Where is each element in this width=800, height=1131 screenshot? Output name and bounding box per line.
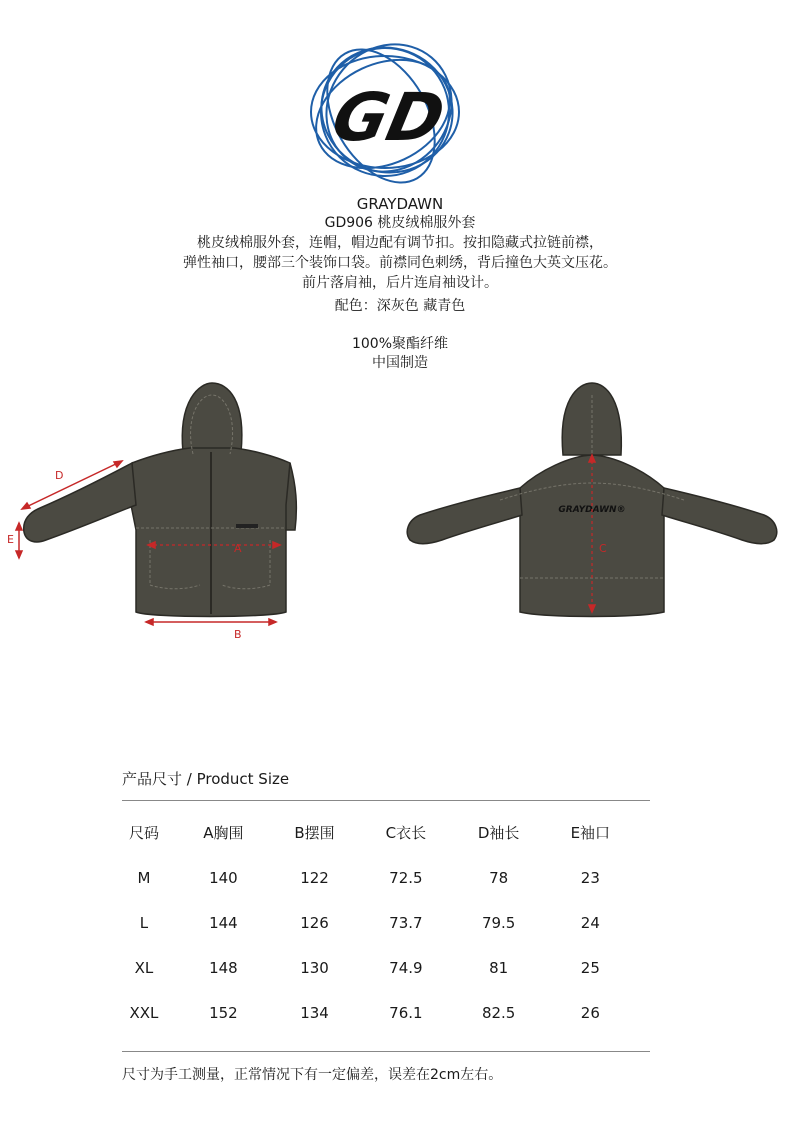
- divider: [122, 800, 650, 801]
- measure-label-b: B: [234, 628, 242, 641]
- cell: 152: [209, 1003, 238, 1022]
- cell: 148: [209, 958, 238, 977]
- measurement-note: 尺寸为手工测量，正常情况下有一定偏差，误差在2cm左右。: [122, 1067, 503, 1083]
- cell: 130: [300, 958, 329, 977]
- header-chest: A胸围: [203, 824, 244, 842]
- jacket-illustration: [0, 370, 800, 660]
- header-hem: B摆围: [294, 824, 335, 842]
- logo-text: GD: [325, 78, 452, 156]
- cell: 76.1: [389, 1003, 423, 1022]
- measure-label-e: E: [7, 533, 14, 546]
- cell: XL: [134, 958, 154, 977]
- cell: 122: [300, 868, 329, 887]
- measure-label-c: C: [599, 542, 607, 555]
- cell: M: [137, 868, 151, 887]
- brand-name: GRAYDAWN: [356, 195, 444, 213]
- cell: 74.9: [389, 958, 423, 977]
- cell: 79.5: [481, 913, 516, 932]
- cell: 26: [580, 1003, 600, 1022]
- table-row: [110, 945, 635, 990]
- header-size: 尺码: [128, 824, 159, 842]
- cell: 144: [209, 913, 238, 932]
- jacket-front: [24, 383, 297, 617]
- back-print-text: GRAYDAWN®: [558, 505, 626, 515]
- cell: 78: [489, 868, 509, 887]
- header-length: C衣长: [385, 824, 427, 842]
- description-line: 前片落肩袖，后片连肩袖设计。: [302, 275, 498, 291]
- cell: 81: [489, 958, 509, 977]
- cell: 23: [580, 868, 600, 887]
- measure-label-d: D: [55, 469, 64, 482]
- table-header-row: [110, 810, 635, 855]
- cell: 25: [580, 958, 600, 977]
- cell: L: [139, 913, 149, 932]
- header-sleeve: D袖长: [477, 824, 520, 842]
- cell: 24: [580, 913, 600, 932]
- cell: 72.5: [389, 868, 423, 887]
- cell: 134: [300, 1003, 329, 1022]
- cell: 140: [209, 868, 238, 887]
- cell: 126: [300, 913, 329, 932]
- material: 100%聚酯纤维: [351, 336, 449, 352]
- product-description: [0, 233, 800, 293]
- cell: 82.5: [481, 1003, 516, 1022]
- graydawn-logo: [305, 40, 465, 190]
- table-row: [110, 855, 635, 900]
- measure-label-a: A: [234, 542, 242, 555]
- divider: [122, 1051, 650, 1052]
- header-cuff: E袖口: [570, 824, 611, 842]
- size-table-title: 产品尺寸 / Product Size: [122, 770, 290, 788]
- cell: 73.7: [389, 913, 423, 932]
- cell: XXL: [129, 1003, 159, 1022]
- table-row: [110, 990, 635, 1035]
- size-table: [110, 810, 635, 1035]
- table-row: [110, 900, 635, 945]
- description-line: 弹性袖口，腰部三个装饰口袋。前襟同色刺绣，背后撞色大英文压花。: [183, 255, 617, 271]
- color-options: 配色：深灰色 藏青色: [334, 298, 466, 314]
- product-model: GD906 桃皮绒棉服外套: [324, 215, 476, 231]
- origin: 中国制造: [372, 355, 428, 371]
- description-line: 桃皮绒棉服外套，连帽，帽边配有调节扣。按扣隐藏式拉链前襟，: [197, 235, 603, 251]
